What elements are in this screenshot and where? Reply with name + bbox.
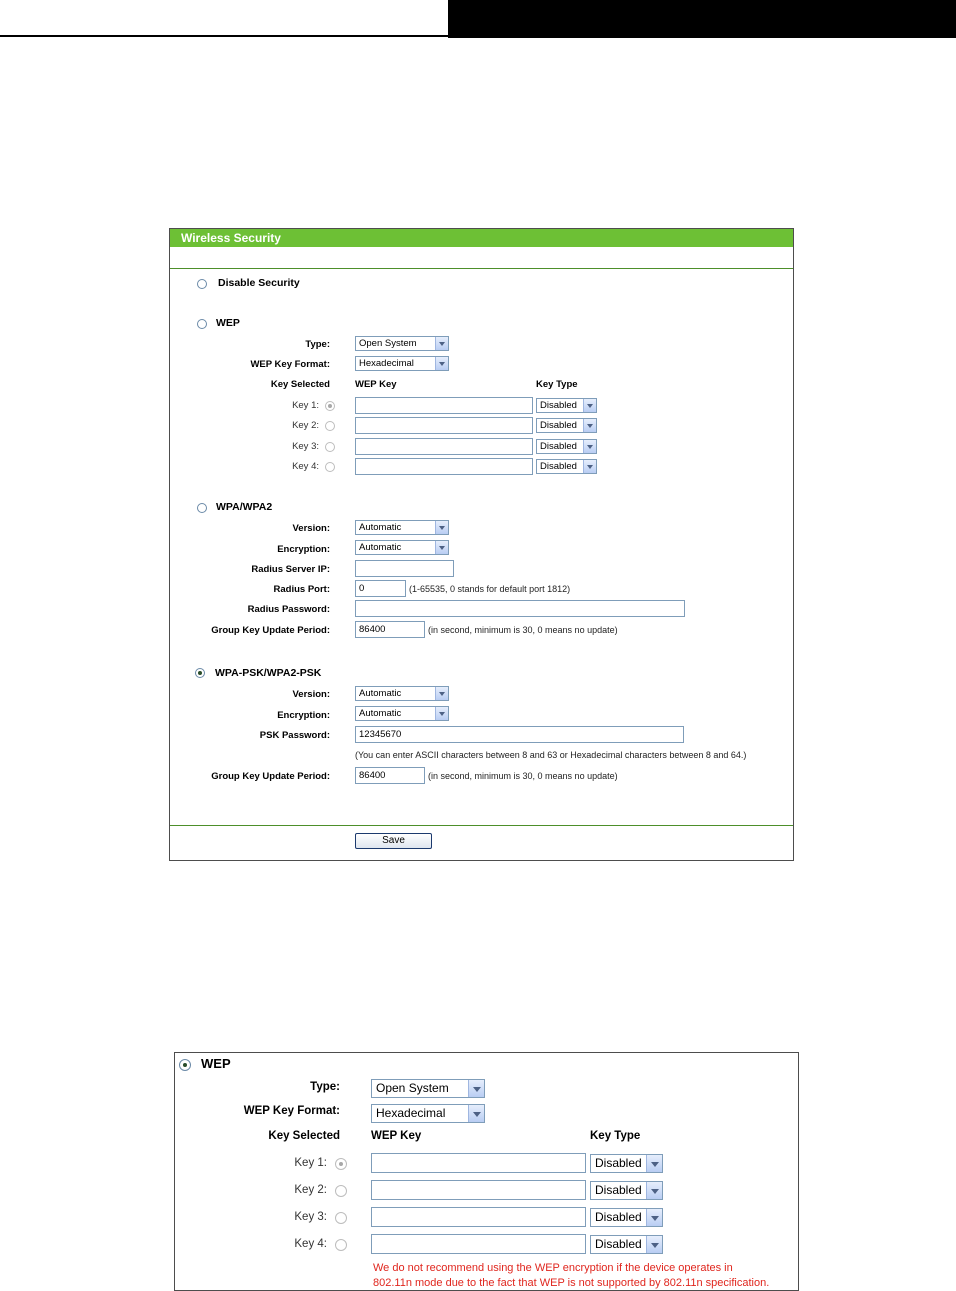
wep-detail-key-3-radio[interactable]: [335, 1212, 347, 1224]
wep-type-label: Type:: [305, 339, 330, 350]
wep-detail-key-2-type-value: Disabled: [595, 1183, 642, 1197]
wep-detail-key-3-type-value: Disabled: [595, 1210, 642, 1224]
wep-detail-key-4-label: Key 4:: [294, 1238, 327, 1250]
wep-detail-key-3-input[interactable]: [371, 1207, 586, 1227]
wep-key-format-select[interactable]: [355, 356, 449, 371]
wep-detail-wep-key-header: WEP Key: [371, 1130, 422, 1142]
wpa-section-title: WPA/WPA2: [216, 501, 273, 513]
wep-detail-type-select[interactable]: [371, 1079, 485, 1098]
wep-detail-type-label: Type:: [310, 1081, 340, 1093]
chevron-down-icon: [468, 1105, 484, 1122]
wep-detail-key-2-radio[interactable]: [335, 1185, 347, 1197]
key-3-radio[interactable]: [325, 442, 335, 452]
wep-type-select[interactable]: [355, 336, 449, 351]
psk-version-value: Automatic: [359, 688, 402, 699]
wep-detail-key-3-label: Key 3:: [294, 1211, 327, 1223]
psk-group-key-label: Group Key Update Period:: [211, 771, 330, 782]
chevron-down-icon: [646, 1236, 662, 1253]
wep-detail-key-1-radio[interactable]: [335, 1158, 347, 1170]
wep-type-value: Open System: [359, 338, 417, 349]
key-4-type-value: Disabled: [540, 461, 577, 472]
chevron-down-icon: [468, 1080, 484, 1097]
panel-title: Wireless Security: [170, 229, 793, 247]
wpa-version-select[interactable]: [355, 520, 449, 535]
key-4-input[interactable]: [355, 458, 533, 475]
wep-detail-key-4-input[interactable]: [371, 1234, 586, 1254]
wpa-encryption-select[interactable]: [355, 540, 449, 555]
wireless-security-panel: [169, 228, 794, 861]
key-2-input[interactable]: [355, 417, 533, 434]
psk-group-key-input[interactable]: 86400: [355, 767, 425, 784]
psk-group-key-hint: (in second, minimum is 30, 0 means no update): [428, 771, 618, 781]
wep-detail-key-2-label: Key 2:: [294, 1184, 327, 1196]
key-1-input[interactable]: [355, 397, 533, 414]
wep-detail-format-select[interactable]: [371, 1104, 485, 1123]
save-button[interactable]: Save: [355, 833, 432, 849]
wpa-group-key-input[interactable]: 86400: [355, 621, 425, 638]
chevron-down-icon: [646, 1182, 662, 1199]
key-2-type-select[interactable]: [536, 418, 597, 433]
document-header: [0, 0, 956, 38]
key-3-input[interactable]: [355, 438, 533, 455]
wep-detail-key-2-type-select[interactable]: [590, 1181, 663, 1200]
wep-key-format-value: Hexadecimal: [359, 358, 414, 369]
chevron-down-icon: [435, 357, 448, 370]
wep-detail-key-selected-header: Key Selected: [268, 1130, 340, 1142]
radius-server-ip-input[interactable]: [355, 560, 454, 577]
wep-detail-key-1-input[interactable]: [371, 1153, 586, 1173]
key-type-header: Key Type: [536, 379, 578, 390]
wep-detail-panel: [174, 1052, 799, 1291]
wep-warning-line-2: 802.11n mode due to the fact that WEP is not supported by 802.11n specification.: [373, 1277, 770, 1289]
chevron-down-icon: [435, 541, 448, 554]
wpa-psk-section-title: WPA-PSK/WPA2-PSK: [215, 667, 322, 679]
header-rule: [0, 35, 448, 37]
radius-password-label: Radius Password:: [247, 604, 330, 615]
wep-warning-line-1: We do not recommend using the WEP encryption if the device operates in: [373, 1262, 733, 1274]
wep-key-format-label: WEP Key Format:: [250, 359, 330, 370]
radius-port-label: Radius Port:: [273, 584, 330, 595]
wep-detail-radio[interactable]: [179, 1059, 191, 1071]
key-1-radio[interactable]: [325, 401, 335, 411]
radius-port-hint: (1-65535, 0 stands for default port 1812): [409, 584, 571, 594]
wep-detail-key-4-radio[interactable]: [335, 1239, 347, 1251]
key-selected-header: Key Selected: [270, 379, 330, 390]
chevron-down-icon: [646, 1155, 662, 1172]
wep-detail-key-4-type-select[interactable]: [590, 1235, 663, 1254]
panel-divider-bottom: [170, 825, 793, 826]
psk-version-label: Version:: [292, 689, 330, 700]
panel-divider-top: [170, 268, 793, 269]
wpa-encryption-value: Automatic: [359, 542, 402, 553]
disable-security-radio[interactable]: [197, 279, 207, 289]
wep-detail-key-2-input[interactable]: [371, 1180, 586, 1200]
chevron-down-icon: [435, 687, 448, 700]
wep-detail-key-1-type-select[interactable]: [590, 1154, 663, 1173]
psk-version-select[interactable]: [355, 686, 449, 701]
wep-detail-key-1-label: Key 1:: [294, 1157, 327, 1169]
wep-section-title: WEP: [216, 317, 240, 329]
psk-password-hint: (You can enter ASCII characters between 8 and 63 or Hexadecimal characters between 8 and 64.): [355, 750, 747, 760]
key-1-label: Key 1:: [292, 400, 319, 411]
radius-port-input[interactable]: 0: [355, 580, 406, 597]
wpa-psk-radio[interactable]: [195, 668, 205, 678]
key-3-type-select[interactable]: [536, 439, 597, 454]
wpa-version-label: Version:: [292, 523, 330, 534]
key-2-radio[interactable]: [325, 421, 335, 431]
key-4-type-select[interactable]: [536, 459, 597, 474]
wep-key-header: WEP Key: [355, 379, 397, 390]
wep-detail-key-1-type-value: Disabled: [595, 1156, 642, 1170]
key-1-type-value: Disabled: [540, 400, 577, 411]
wep-detail-format-value: Hexadecimal: [376, 1106, 446, 1120]
key-4-radio[interactable]: [325, 462, 335, 472]
wep-detail-key-type-header: Key Type: [590, 1130, 641, 1142]
key-3-type-value: Disabled: [540, 441, 577, 452]
psk-encryption-label: Encryption:: [277, 710, 330, 721]
wep-detail-format-label: WEP Key Format:: [243, 1105, 340, 1117]
key-1-type-select[interactable]: [536, 398, 597, 413]
chevron-down-icon: [583, 440, 596, 453]
radius-server-ip-label: Radius Server IP:: [251, 564, 330, 575]
chevron-down-icon: [583, 419, 596, 432]
chevron-down-icon: [646, 1209, 662, 1226]
key-3-label: Key 3:: [292, 441, 319, 452]
chevron-down-icon: [435, 521, 448, 534]
wpa-radio[interactable]: [197, 503, 207, 513]
chevron-down-icon: [583, 399, 596, 412]
wep-radio[interactable]: [197, 319, 207, 329]
wpa-version-value: Automatic: [359, 522, 402, 533]
psk-encryption-value: Automatic: [359, 708, 402, 719]
chevron-down-icon: [435, 337, 448, 350]
wep-detail-key-3-type-select[interactable]: [590, 1208, 663, 1227]
wep-detail-key-4-type-value: Disabled: [595, 1237, 642, 1251]
wpa-group-key-label: Group Key Update Period:: [211, 625, 330, 636]
wpa-encryption-label: Encryption:: [277, 544, 330, 555]
chevron-down-icon: [583, 460, 596, 473]
wep-detail-type-value: Open System: [376, 1081, 449, 1095]
wep-detail-title: WEP: [201, 1056, 231, 1071]
key-2-type-value: Disabled: [540, 420, 577, 431]
disable-security-label: Disable Security: [218, 277, 300, 289]
psk-encryption-select[interactable]: [355, 706, 449, 721]
radius-password-input[interactable]: [355, 600, 685, 617]
key-4-label: Key 4:: [292, 461, 319, 472]
psk-password-input[interactable]: 12345670: [355, 726, 684, 743]
header-black-bar: [448, 0, 956, 38]
chevron-down-icon: [435, 707, 448, 720]
wpa-group-key-hint: (in second, minimum is 30, 0 means no update): [428, 625, 618, 635]
key-2-label: Key 2:: [292, 420, 319, 431]
psk-password-label: PSK Password:: [259, 730, 330, 741]
